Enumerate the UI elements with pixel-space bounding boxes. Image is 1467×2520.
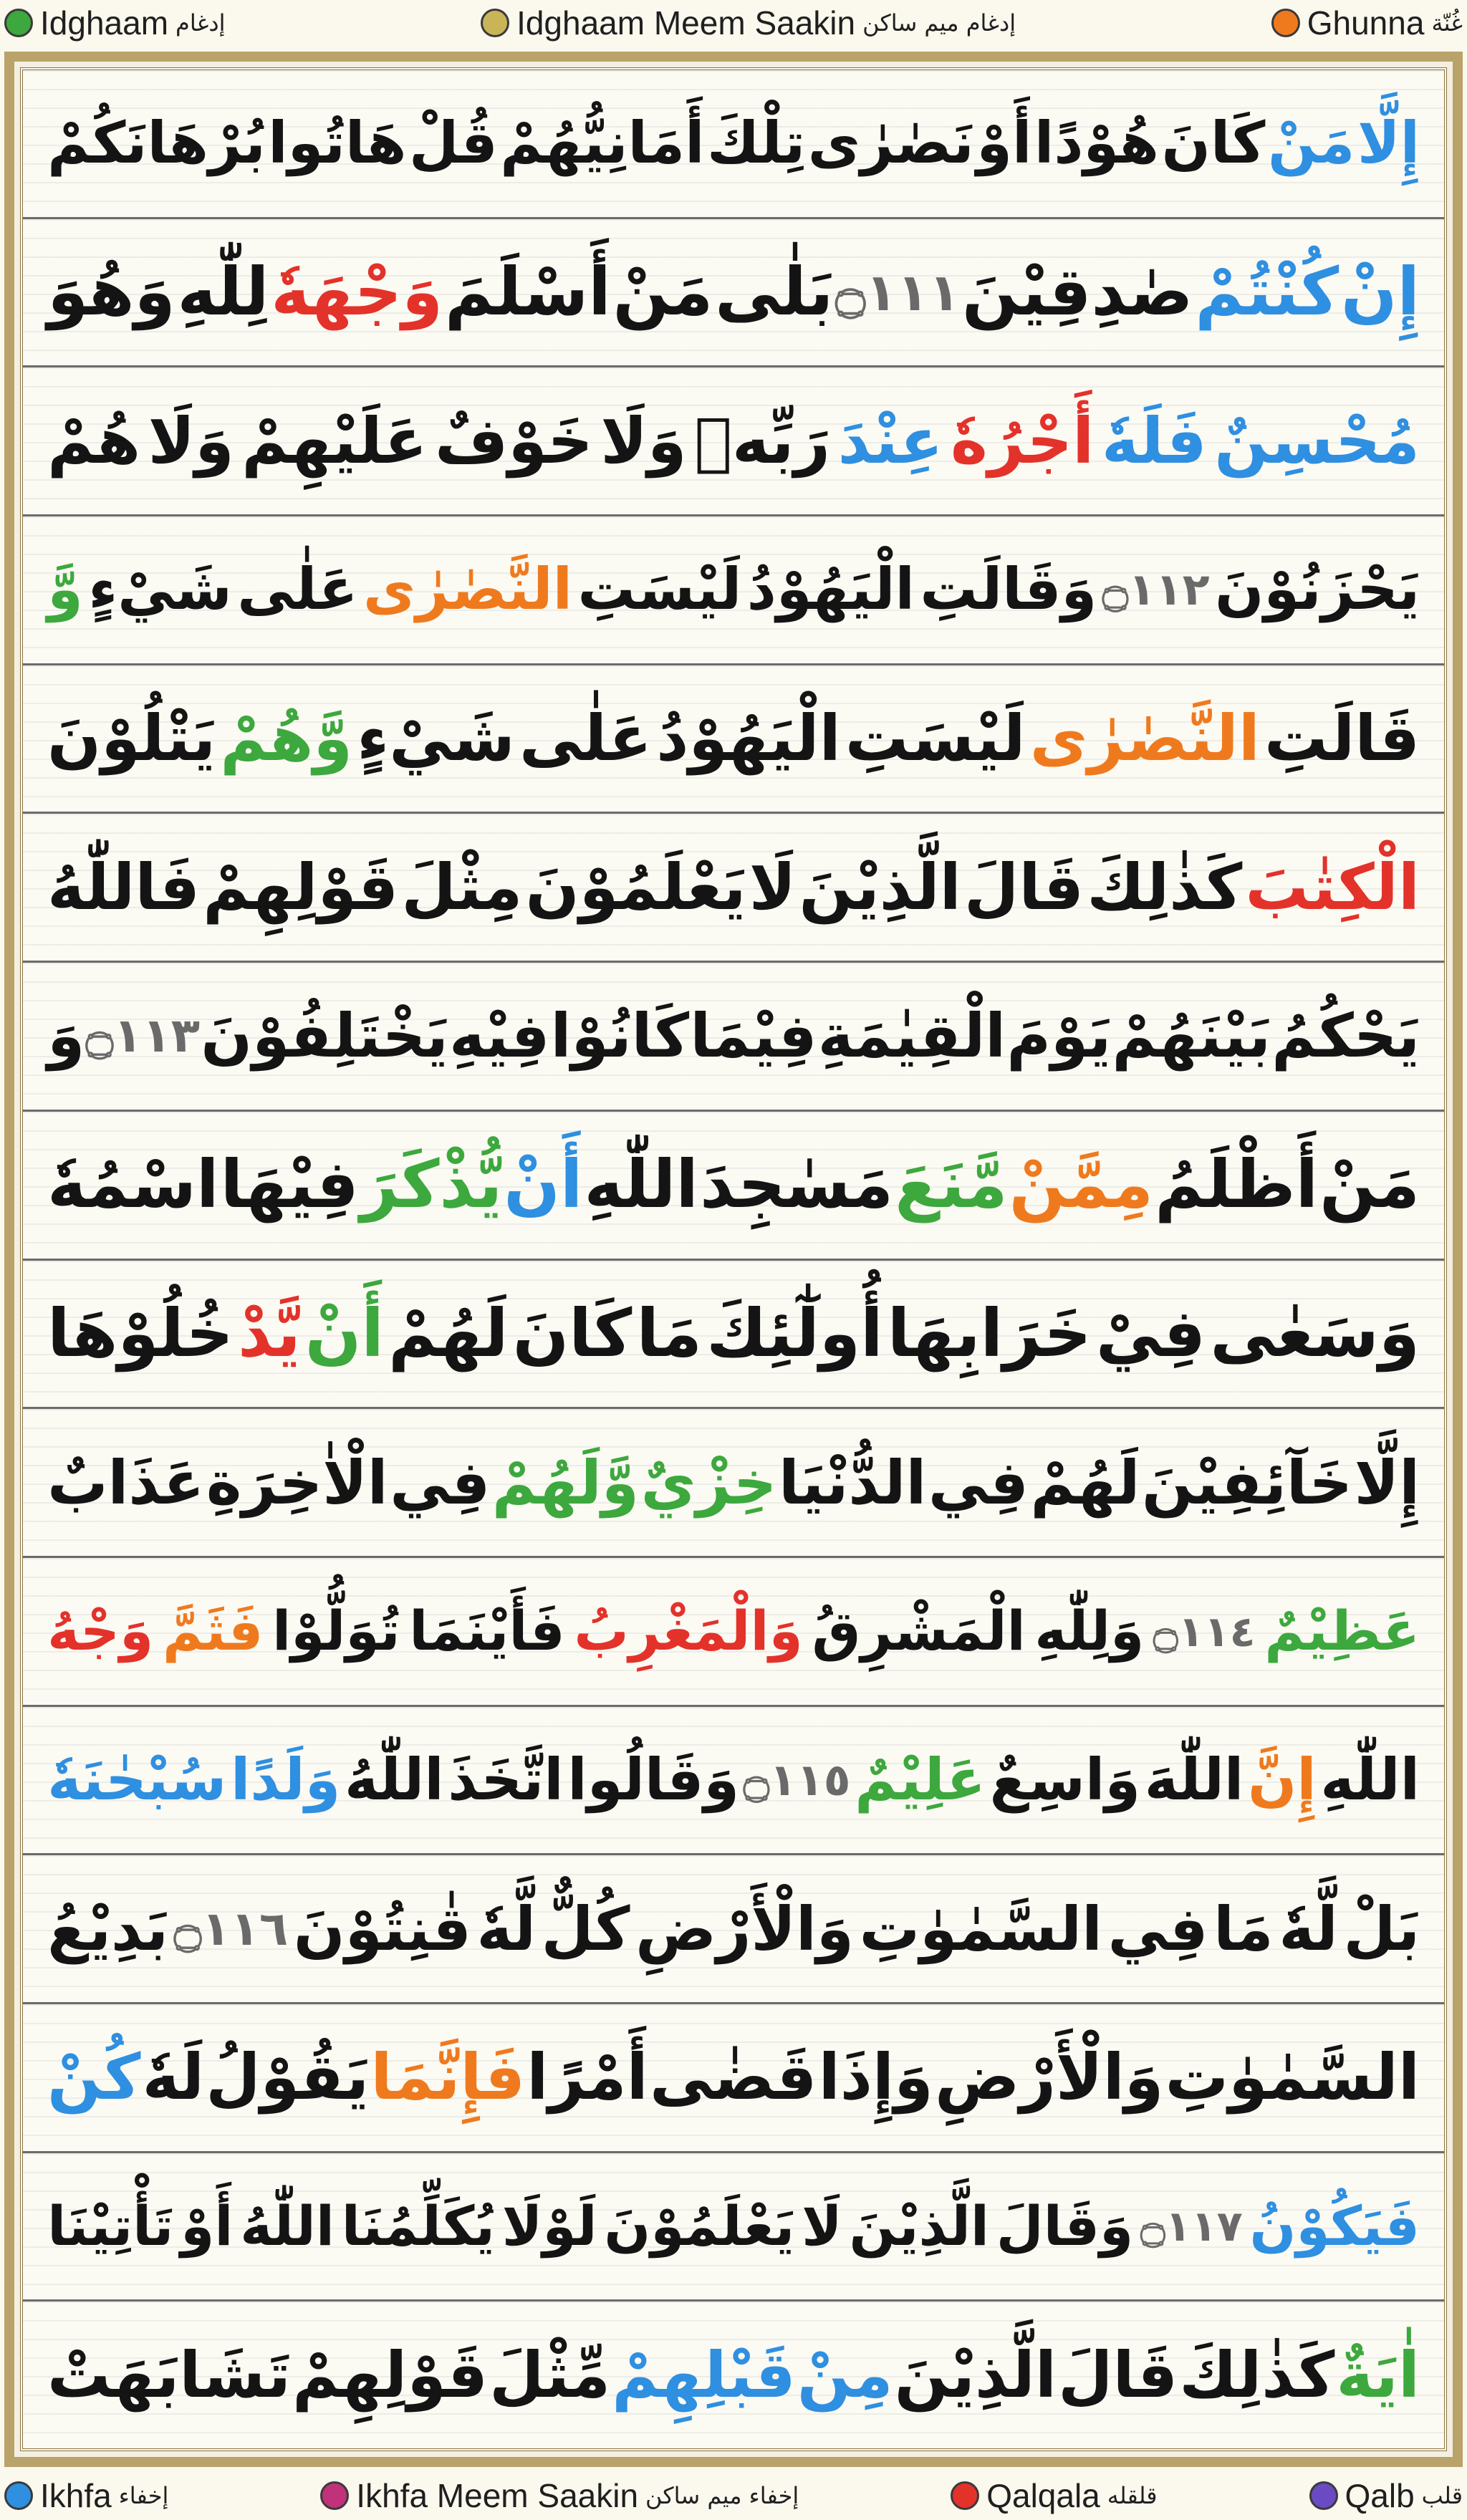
verse-line [23, 70, 1444, 219]
quran-word: وَ [47, 1001, 85, 1072]
quran-word: لَيْسَتِ [577, 556, 742, 623]
verse-line [23, 516, 1444, 665]
quran-word: السَّمٰوٰتِ [859, 1893, 1102, 1964]
quran-word: خِزْيٌ [640, 1447, 777, 1518]
quran-word: اللّٰهِ [1320, 1746, 1420, 1813]
quran-word: هُمْ [47, 403, 141, 478]
quran-word: لَّهٗ [1279, 1893, 1338, 1964]
quran-word: فِيْهِ [449, 1001, 550, 1072]
quran-word: أَنْ [504, 1146, 583, 1223]
quran-word: مَسٰجِدَ [700, 1146, 894, 1223]
legend-ghunna-label: Ghunna [1307, 4, 1425, 42]
quran-word: وَقَالُوا [567, 1746, 740, 1813]
quran-word: عَلٰى [519, 701, 653, 776]
legend-qalb-arabic: قلب [1421, 2482, 1463, 2509]
quran-word: أَنْ [304, 1294, 384, 1372]
quran-word: قَالَ [964, 850, 1084, 924]
quran-word: كَذٰلِكَ [1087, 850, 1243, 924]
quran-word: قَوْلِهِمْ [292, 2337, 489, 2412]
quran-word: فِي [1107, 1893, 1208, 1964]
quran-word: وَّهُمْ [220, 701, 353, 776]
quran-word: لَوْلَا [501, 2193, 597, 2258]
quran-word: أَمْرًا [526, 2040, 648, 2115]
quran-word: فَإِنَّمَا [370, 2040, 526, 2115]
quran-word: كَانُوْا [550, 1001, 690, 1072]
legend-ghunna-arabic: غُنّة [1431, 9, 1463, 37]
quran-word: تُوَلُّوْا [272, 1599, 400, 1663]
quran-word: تَشَابَهَتْ [47, 2337, 291, 2412]
quran-word: كَانَ [1161, 110, 1266, 177]
quran-word: أَظْلَمُ [1155, 1146, 1319, 1223]
quran-word: فِيْمَا [690, 1001, 817, 1072]
quran-word: يُكَلِّمُنَا [341, 2193, 495, 2258]
quran-word: أَوْ [181, 2193, 234, 2258]
verse-line [23, 1855, 1444, 2004]
quran-word: هَاتُوا [268, 110, 407, 177]
quran-word: وَلَا [600, 403, 687, 478]
ayah-end-marker: ۝١١٧ [1140, 2201, 1243, 2251]
quran-word: الْمَشْرِقُ [812, 1599, 1026, 1663]
quran-word: قَالَتِ [1264, 701, 1420, 776]
qalb-color-dot-icon [1309, 2481, 1338, 2510]
legend-qalb [1309, 2476, 1463, 2515]
quran-word: الْكِتٰبَ [1245, 850, 1420, 924]
quran-word: يَتْلُوْنَ [47, 701, 216, 776]
quran-word: الدُّنْيَا [779, 1447, 927, 1518]
quran-word: يَخْتَلِفُوْنَ [201, 1001, 448, 1072]
ayah-end-marker: ۝١١١ [835, 262, 961, 323]
quran-word: يُّذْكَرَ [360, 1146, 503, 1223]
quran-word: فَيَكُوْنُ [1249, 2193, 1420, 2258]
quran-word: فَأَيْنَمَا [409, 1599, 565, 1663]
quran-word: عَذَابٌ [47, 1447, 205, 1518]
quran-word: وَقَالَ [996, 2193, 1134, 2258]
quran-word: عِنْدَ [837, 403, 943, 478]
ayah-end-marker: ۝١١٢ [1102, 563, 1210, 616]
ikhfa-color-dot-icon [4, 2481, 33, 2510]
quran-word: الْيَهُوْدُ [656, 701, 841, 776]
quran-word: عَلَيْهِمْ [241, 403, 428, 478]
quran-word: الَّذِيْنَ [894, 2337, 1057, 2412]
quran-word: مِنْ [797, 2337, 893, 2412]
quran-word: مِمَّنْ [1009, 1146, 1154, 1223]
legend-idghaam-meem-saakin-arabic: إدغام ميم ساكن [862, 9, 1016, 37]
quran-word: مَا [636, 1294, 702, 1372]
legend-qalqala [951, 2476, 1157, 2515]
tajweed-legend-top [0, 0, 1467, 46]
quran-word: وَجْهُ [47, 1599, 154, 1663]
quran-word: وَهُوَ [47, 254, 175, 331]
legend-idghaam [4, 4, 225, 42]
legend-ghunna [1271, 4, 1463, 42]
quran-word: صٰدِقِيْنَ [961, 254, 1193, 331]
verse-line [23, 367, 1444, 516]
quran-word: مِّثْلَ [489, 2337, 611, 2412]
quran-word: اللّٰهُ [240, 2193, 335, 2258]
quran-word: وَالْأَرْضِ [935, 2040, 1164, 2115]
quran-word: اللّٰهِ [584, 1146, 698, 1223]
quran-word: بُرْهَانَكُمْ [47, 110, 266, 177]
quran-word: إِنَّ [1248, 1746, 1317, 1813]
quran-word: شَيْءٍ [88, 556, 232, 623]
quran-word: فِيْ [1095, 1294, 1206, 1372]
quran-word: عَظِيْمٌ [1264, 1599, 1420, 1663]
quran-word: عَلٰى [237, 556, 358, 623]
quran-word: بَلْ [1343, 1893, 1420, 1964]
quran-word: النَّصٰرٰى [363, 556, 573, 623]
quran-word: يَّدْ [238, 1294, 301, 1372]
quran-word: الْقِيٰمَةِ [817, 1001, 1006, 1072]
quran-word: عَلِيْمٌ [855, 1746, 986, 1813]
quran-word: كَانَ [512, 1294, 633, 1372]
quran-word: بَيْنَهُمْ [1112, 1001, 1271, 1072]
verse-line [23, 2302, 1444, 2448]
quran-word: الَّذِيْنَ [849, 2193, 989, 2258]
quran-word: وَالْأَرْضِ [635, 1893, 855, 1964]
quran-word: هُوْدًا [1034, 110, 1160, 177]
legend-ikhfa-label: Ikhfa [40, 2477, 112, 2514]
quran-word: يَعْلَمُوْنَ [604, 2193, 795, 2258]
quran-word: مَنْ [1319, 1146, 1420, 1223]
quran-word: رَبِّهٖ [694, 403, 831, 478]
quran-word: وَلَدًا [230, 1746, 341, 1813]
quran-word: قُلْ [408, 110, 498, 177]
legend-idghaam-arabic: إدغام [175, 9, 226, 37]
legend-ikhfa-arabic: إخفاء [118, 2482, 169, 2509]
legend-ikhfa [4, 2476, 168, 2515]
quran-word: خَوْفٌ [435, 403, 593, 478]
quran-word: فَلَهٗ [1101, 403, 1207, 478]
quran-word: قَوْلِهِمْ [203, 850, 399, 924]
quran-word: يَوْمَ [1006, 1001, 1112, 1072]
quran-word: وَسَعٰى [1210, 1294, 1420, 1372]
quran-word: إِلَّا [1354, 1447, 1420, 1518]
quran-word: أَسْلَمَ [445, 254, 611, 331]
quran-word: لَيْسَتِ [845, 701, 1026, 776]
verse-line [23, 963, 1444, 1112]
quran-word: بَلٰى [715, 254, 834, 331]
quran-word: إِنْ [1340, 254, 1420, 331]
legend-ikhfa-meem-saakin [320, 2476, 799, 2515]
quran-word: كُلٌّ [541, 1893, 630, 1964]
legend-qalqala-arabic: قلقله [1107, 2482, 1158, 2509]
ayah-end-marker: ۝١١٥ [743, 1753, 851, 1806]
verse-line [23, 2004, 1444, 2153]
legend-idghaam-meem-saakin [481, 4, 1016, 42]
quran-word: فِي [390, 1447, 491, 1518]
quran-word: لَهُمْ [1030, 1447, 1140, 1518]
quran-word: لَا [749, 850, 797, 924]
quran-word: بَدِيْعُ [47, 1893, 169, 1964]
quran-word: قَضٰى [650, 2040, 817, 2115]
idghaam-meem-saakin-color-dot-icon [481, 9, 509, 37]
quran-word: فِي [928, 1447, 1029, 1518]
quran-word: نَصٰرٰى [807, 110, 974, 177]
quran-word: النَّصٰرٰى [1029, 701, 1260, 776]
quran-word: تَأْتِيْنَا [47, 2193, 174, 2258]
quran-word: قَبْلِهِمْ [612, 2337, 796, 2412]
quran-word: الَّذِيْنَ [799, 850, 961, 924]
ayah-end-marker: ۝١١٣ [85, 1008, 201, 1064]
quran-word: كُنْتُمْ [1195, 254, 1339, 331]
legend-idghaam-meem-saakin-label: Idghaam Meem Saakin [516, 4, 856, 42]
quran-word: كَذٰلِكَ [1179, 2337, 1335, 2412]
quran-word: أُولٰٓئِكَ [706, 1294, 883, 1372]
quran-word: فَثَمَّ [162, 1599, 264, 1663]
quran-word: وَإِذَا [818, 2040, 933, 2115]
quran-word: اللّٰهَ [1144, 1746, 1244, 1813]
quran-word: شَيْءٍ [357, 701, 515, 776]
quran-word: تِلْكَ [707, 110, 806, 177]
quran-word: قَالَ [1058, 2337, 1178, 2412]
legend-ikhfa-meem-saakin-arabic: إخفاء ميم ساكن [645, 2482, 799, 2509]
quran-word: وَجْهَهٗ [271, 254, 443, 331]
legend-ikhfa-meem-saakin-label: Ikhfa Meem Saakin [356, 2477, 639, 2514]
quran-word: اللّٰهُ [345, 1746, 444, 1813]
quran-word: أَجْرُهٗ [951, 403, 1095, 478]
quran-word: السَّمٰوٰتِ [1165, 2040, 1420, 2115]
quran-word: يَحْكُمُ [1271, 1001, 1420, 1072]
tajweed-legend-bottom [0, 2473, 1467, 2519]
quran-word: يَعْلَمُوْنَ [525, 850, 746, 924]
quran-word: فِيْهَا [220, 1146, 359, 1223]
quran-word: خَآئِفِيْنَ [1142, 1447, 1353, 1518]
qalqala-color-dot-icon [951, 2481, 979, 2510]
legend-qalqala-label: Qalqala [986, 2477, 1100, 2514]
verse-line [23, 2153, 1444, 2302]
quran-word: وَلَا [148, 403, 234, 478]
quran-word: خُلُوْهَا [47, 1294, 234, 1372]
quran-word: إِلَّا [1357, 110, 1420, 177]
quran-word: مَّنَعَ [895, 1146, 1008, 1223]
quran-page-frame [4, 52, 1463, 2467]
quran-word: سُبْحٰنَهٗ [47, 1746, 227, 1813]
quran-word: أَوْ [976, 110, 1032, 177]
verse-line [23, 665, 1444, 814]
verse-line [23, 1707, 1444, 1856]
verse-line [23, 1558, 1444, 1707]
ayah-end-marker: ۝١١٤ [1153, 1606, 1256, 1656]
quran-word: وَّ [47, 556, 83, 623]
verse-text-area [20, 67, 1447, 2451]
quran-word: مَنْ [612, 254, 713, 331]
legend-qalb-label: Qalb [1345, 2477, 1415, 2514]
quran-word: لَا [802, 2193, 842, 2258]
verse-line [23, 219, 1444, 368]
quran-word: وَّلَهُمْ [491, 1447, 639, 1518]
quran-word: مَا [1213, 1893, 1274, 1964]
quran-word: مُحْسِنٌ [1214, 403, 1420, 478]
quran-word: وَقَالَتِ [920, 556, 1097, 623]
quran-word: لَّهٗ [476, 1893, 536, 1964]
quran-word: قٰنِتُوْنَ [293, 1893, 471, 1964]
quran-word: يَقُوْلُ [206, 2040, 370, 2115]
legend-idghaam-label: Idghaam [40, 4, 169, 42]
quran-word: أَمَانِيُّهُمْ [500, 110, 705, 177]
ikhfa-meem-saakin-color-dot-icon [320, 2481, 349, 2510]
verse-line [23, 814, 1444, 963]
quran-word: لَهٗ [142, 2040, 204, 2115]
verse-line [23, 1261, 1444, 1410]
quran-word: الْيَهُوْدُ [746, 556, 915, 623]
quran-word: لَهُمْ [388, 1294, 509, 1372]
idghaam-color-dot-icon [4, 9, 33, 37]
quran-word: وَالْمَغْرِبُ [574, 1599, 803, 1663]
ayah-end-marker: ۝١١٦ [173, 1900, 289, 1956]
quran-word: فَاللّٰهُ [47, 850, 200, 924]
quran-word: وَلِلّٰهِ [1034, 1599, 1145, 1663]
quran-word: اسْمُهٗ [47, 1146, 219, 1223]
quran-word: مَنْ [1267, 110, 1355, 177]
quran-word: لِلّٰهِ [177, 254, 269, 331]
ghunna-color-dot-icon [1271, 9, 1300, 37]
quran-word: خَرَابِهَا [887, 1294, 1092, 1372]
quran-word: الْاٰخِرَةِ [206, 1447, 388, 1518]
verse-line [23, 1112, 1444, 1261]
quran-word: اتَّخَذَ [448, 1746, 564, 1813]
quran-word: مِثْلَ [401, 850, 523, 924]
quran-word: كُنْ [47, 2040, 141, 2115]
quran-word: يَحْزَنُوْنَ [1215, 556, 1420, 623]
quran-word: اٰيَةٌ [1336, 2337, 1420, 2412]
verse-line [23, 1409, 1444, 1558]
quran-word: وَاسِعٌ [989, 1746, 1141, 1813]
